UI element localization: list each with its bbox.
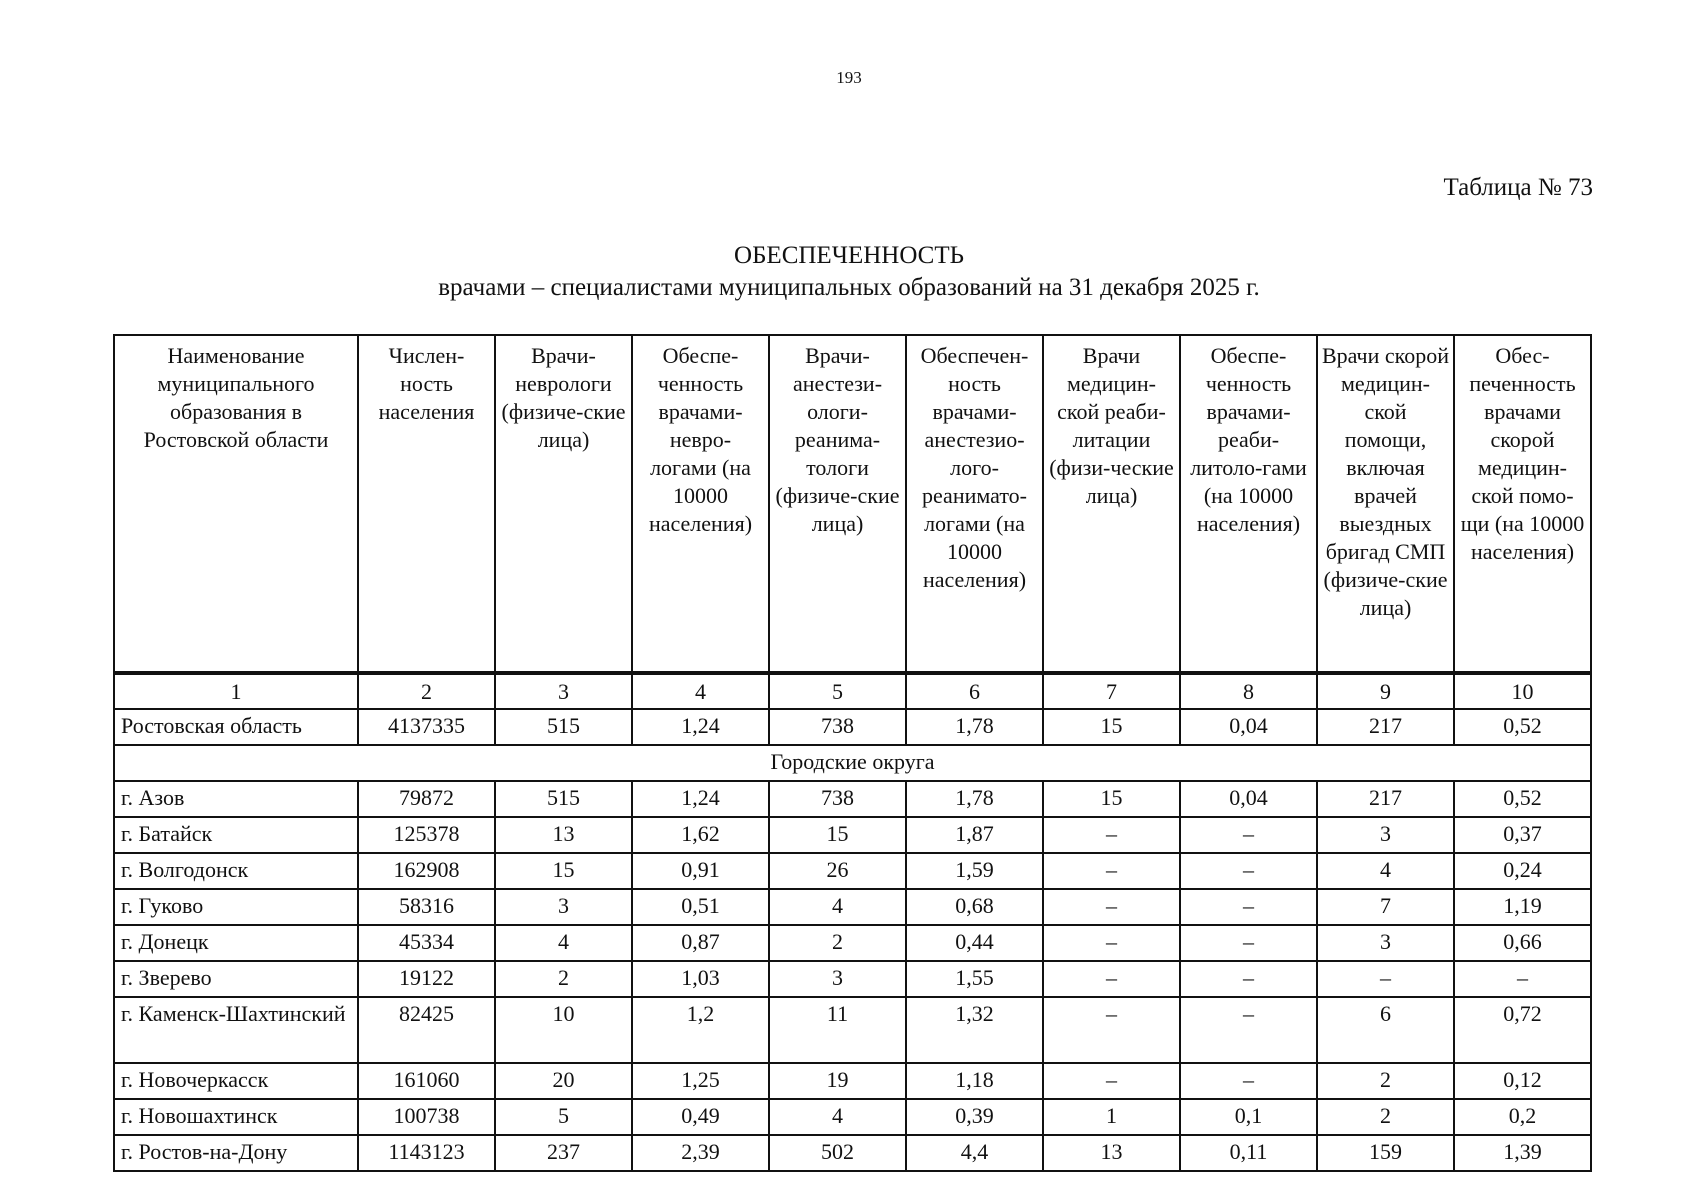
table-cell: 11 [769, 997, 906, 1063]
table-cell: 2 [1317, 1063, 1454, 1099]
table-cell: 82425 [358, 997, 495, 1063]
table-cell: 79872 [358, 781, 495, 817]
table-cell: 1,24 [632, 781, 769, 817]
table-cell: 15 [495, 853, 632, 889]
table-cell: – [1043, 925, 1180, 961]
table-cell: 15 [769, 817, 906, 853]
table-cell: – [1180, 889, 1317, 925]
table-cell: 0,1 [1180, 1099, 1317, 1135]
table-cell: – [1043, 961, 1180, 997]
table-cell: 159 [1317, 1135, 1454, 1171]
table-cell: 0,66 [1454, 925, 1591, 961]
table-cell: 738 [769, 709, 906, 745]
table-cell: 0,37 [1454, 817, 1591, 853]
table-row [114, 781, 1591, 817]
table-cell: 162908 [358, 853, 495, 889]
column-number: 3 [495, 673, 632, 709]
table-cell: – [1043, 889, 1180, 925]
table-cell: 161060 [358, 1063, 495, 1099]
table-cell: г. Донецк [114, 925, 358, 961]
table-cell: 3 [1317, 925, 1454, 961]
header-row [114, 335, 1591, 673]
table-cell: 0,52 [1454, 709, 1591, 745]
table-row [114, 889, 1591, 925]
table-cell: 13 [1043, 1135, 1180, 1171]
table-cell: г. Новочеркасск [114, 1063, 358, 1099]
table-cell: – [1454, 961, 1591, 997]
column-header: Обес-печенность врачами скорой медицин-ской помо-щи (на 10000 населения) [1454, 335, 1591, 673]
column-number-row [114, 673, 1591, 709]
column-number: 4 [632, 673, 769, 709]
table-cell: 19 [769, 1063, 906, 1099]
table-cell: 0,04 [1180, 781, 1317, 817]
table-cell: 13 [495, 817, 632, 853]
table-cell: 0,72 [1454, 997, 1591, 1063]
table-row [114, 1099, 1591, 1135]
column-number: 1 [114, 673, 358, 709]
table-cell: 1,25 [632, 1063, 769, 1099]
table-cell: 125378 [358, 817, 495, 853]
column-header: Врачи медицин-ской реаби-литации (физи-ческие лица) [1043, 335, 1180, 673]
table-row [114, 925, 1591, 961]
column-number: 10 [1454, 673, 1591, 709]
table-cell: – [1180, 961, 1317, 997]
table-cell: 4 [769, 1099, 906, 1135]
table-cell: 1,2 [632, 997, 769, 1063]
table-cell: – [1180, 853, 1317, 889]
table-cell: – [1043, 997, 1180, 1063]
table-cell: 237 [495, 1135, 632, 1171]
table-cell: 26 [769, 853, 906, 889]
table-cell: – [1043, 853, 1180, 889]
table-cell: 4 [769, 889, 906, 925]
table-cell: 1143123 [358, 1135, 495, 1171]
column-header: Обеспечен-ность врачами-анестезио-лого-реанимато-логами (на 10000 населения) [906, 335, 1043, 673]
table-cell: 58316 [358, 889, 495, 925]
table-cell: 4,4 [906, 1135, 1043, 1171]
table-cell: 7 [1317, 889, 1454, 925]
table-row [114, 853, 1591, 889]
table-cell: 0,11 [1180, 1135, 1317, 1171]
table-cell: 502 [769, 1135, 906, 1171]
table-cell: 217 [1317, 709, 1454, 745]
region-total-row [114, 709, 1591, 745]
table-cell: 100738 [358, 1099, 495, 1135]
column-header: Обеспе-ченность врачами-невро-логами (на 10000 населения) [632, 335, 769, 673]
table-cell: 0,12 [1454, 1063, 1591, 1099]
table-cell: 2,39 [632, 1135, 769, 1171]
table-cell: – [1043, 1063, 1180, 1099]
table-cell: 19122 [358, 961, 495, 997]
column-number: 5 [769, 673, 906, 709]
table-cell: 5 [495, 1099, 632, 1135]
table-cell: 1,59 [906, 853, 1043, 889]
table-cell: 1,87 [906, 817, 1043, 853]
table-cell: 515 [495, 709, 632, 745]
table-cell: 4137335 [358, 709, 495, 745]
table-cell: 0,44 [906, 925, 1043, 961]
column-header: Врачи скорой медицин-ской помощи, включая врачей выездных бригад СМП (физиче-ские лица) [1317, 335, 1454, 673]
table-subtitle: врачами – специалистами муниципальных образований на 31 декабря 2025 г. [438, 274, 1260, 301]
page-number: 193 [836, 68, 862, 87]
table-cell: г. Каменск-Шахтинский [114, 997, 358, 1063]
column-header: Числен-ность населения [358, 335, 495, 673]
table-cell: г. Зверево [114, 961, 358, 997]
table-number: Таблица № 73 [1443, 174, 1593, 201]
table-cell: 6 [1317, 997, 1454, 1063]
table-cell: 1,62 [632, 817, 769, 853]
table-cell: 15 [1043, 709, 1180, 745]
section-label: Городские округа [114, 745, 1591, 781]
column-number: 9 [1317, 673, 1454, 709]
table-row [114, 817, 1591, 853]
table-cell: г. Ростов-на-Дону [114, 1135, 358, 1171]
column-number: 8 [1180, 673, 1317, 709]
table-cell: 0,87 [632, 925, 769, 961]
column-header: Врачи-неврологи (физиче-ские лица) [495, 335, 632, 673]
column-number: 2 [358, 673, 495, 709]
table-cell: – [1180, 997, 1317, 1063]
table-cell: 0,39 [906, 1099, 1043, 1135]
table-cell: 1,55 [906, 961, 1043, 997]
table-row [114, 1135, 1591, 1171]
table-cell: 0,52 [1454, 781, 1591, 817]
table-cell: г. Волгодонск [114, 853, 358, 889]
table-cell: – [1043, 817, 1180, 853]
table-cell: 0,24 [1454, 853, 1591, 889]
table-cell: Ростовская область [114, 709, 358, 745]
column-header: Врачи-анестези-ологи-реанима-тологи (физиче-ские лица) [769, 335, 906, 673]
table-cell: 3 [1317, 817, 1454, 853]
table-cell: 10 [495, 997, 632, 1063]
table-row [114, 1063, 1591, 1099]
column-header: Наименование муниципального образования в Ростовской области [114, 335, 358, 673]
data-table [113, 334, 1592, 1172]
table-cell: 0,91 [632, 853, 769, 889]
table-cell: 0,2 [1454, 1099, 1591, 1135]
table-cell: 1,39 [1454, 1135, 1591, 1171]
table-cell: г. Азов [114, 781, 358, 817]
table-cell: 1 [1043, 1099, 1180, 1135]
table-cell: 1,19 [1454, 889, 1591, 925]
table-cell: г. Новошахтинск [114, 1099, 358, 1135]
table-cell: 45334 [358, 925, 495, 961]
table-cell: – [1180, 925, 1317, 961]
table-cell: 4 [495, 925, 632, 961]
table-cell: – [1180, 1063, 1317, 1099]
table-cell: г. Батайск [114, 817, 358, 853]
table-cell: 15 [1043, 781, 1180, 817]
table-cell: 2 [769, 925, 906, 961]
table-cell: 0,51 [632, 889, 769, 925]
table-cell: 1,18 [906, 1063, 1043, 1099]
table-cell: 0,04 [1180, 709, 1317, 745]
table-cell: 3 [495, 889, 632, 925]
table-cell: 2 [495, 961, 632, 997]
table-cell: 0,49 [632, 1099, 769, 1135]
column-header: Обеспе-ченность врачами-реаби-литоло-гами (на 10000 населения) [1180, 335, 1317, 673]
table-title: ОБЕСПЕЧЕННОСТЬ [734, 242, 964, 269]
table-cell: – [1317, 961, 1454, 997]
table-cell: 3 [769, 961, 906, 997]
table-cell: 1,24 [632, 709, 769, 745]
column-number: 6 [906, 673, 1043, 709]
section-row [114, 745, 1591, 781]
table-cell: 1,78 [906, 709, 1043, 745]
table-cell: – [1180, 817, 1317, 853]
table-cell: 1,78 [906, 781, 1043, 817]
table-cell: г. Гуково [114, 889, 358, 925]
table-cell: 217 [1317, 781, 1454, 817]
table-cell: 4 [1317, 853, 1454, 889]
column-number: 7 [1043, 673, 1180, 709]
table-cell: 0,68 [906, 889, 1043, 925]
table-cell: 1,32 [906, 997, 1043, 1063]
table-row [114, 961, 1591, 997]
table-cell: 2 [1317, 1099, 1454, 1135]
table-cell: 515 [495, 781, 632, 817]
table-cell: 1,03 [632, 961, 769, 997]
table-row [114, 997, 1591, 1063]
table-cell: 738 [769, 781, 906, 817]
table-cell: 20 [495, 1063, 632, 1099]
